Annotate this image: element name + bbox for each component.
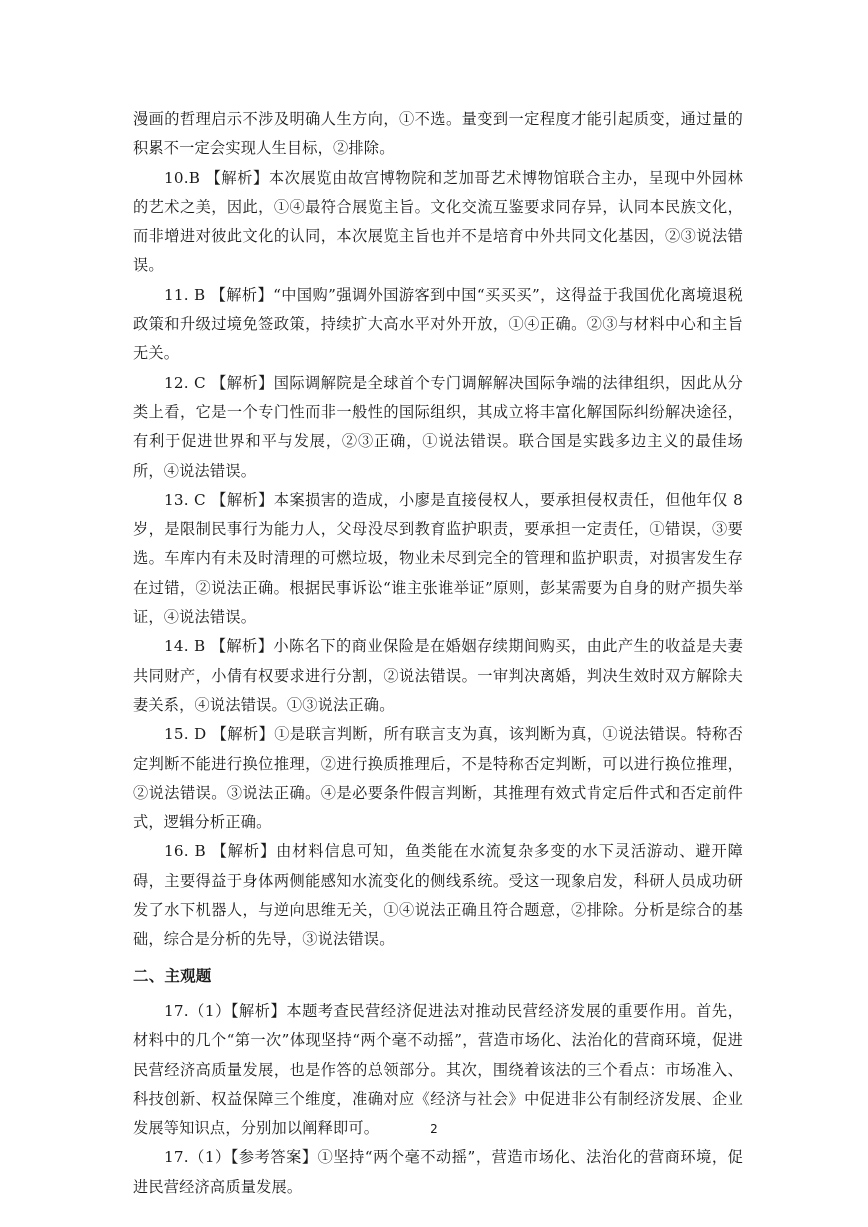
answer-15: 15. D 【解析】①是联言判断，所有联言支为真，该判断为真，①说法错误。特称否定判断不能进行换位推理，②进行换质推理后，不是特称否定判断，可以进行换位推理，②说法错误。③说法正确。④是必要条件假言判断，其推理有效式肯定后件式和否定前件式，逻辑分析正确。 bbox=[133, 725, 743, 832]
answer-11: 11. B 【解析】“中国购”强调外国游客到中国“买买买”，这得益于我国优化离境退税政策和升级过境免签政策，持续扩大高水平对外开放，①④正确。②③与材料中心和主旨无关。 bbox=[133, 285, 743, 363]
answer-14: 14. B 【解析】小陈名下的商业保险是在婚姻存续期间购买，由此产生的收益是夫妻共同财产，小倩有权要求进行分割，②说法错误。一审判决离婚，判决生效时双方解除夫妻关系，④说法错误。①③说法正确。 bbox=[133, 637, 743, 714]
document-body bbox=[133, 105, 743, 1202]
answer-13: 13. C 【解析】本案损害的造成，小廖是直接侵权人，要承担侵权责任，但他年仅 8 岁，是限制民事行为能力人，父母没尽到教育监护职责，要承担一定责任，①错误，③要选。车库内有未及时清理的可燃垃圾，物业未尽到完全的管理和监护职责，对损害发生存在过错，②说法正确。根据民事诉讼“谁主张谁举证”原则，彭某需要为自身的财产损失举证，④说法错误。 bbox=[133, 490, 743, 627]
page-number: 2 bbox=[430, 1122, 438, 1136]
answer-16: 16. B 【解析】由材料信息可知，鱼类能在水流复杂多变的水下灵活游动、避开障碍，主要得益于身体两侧能感知水流变化的侧线系统。受这一现象启发，科研人员成功研发了水下机器人，与逆向思维无关，①④说法正确且符合题意，②排除。分析是综合的基础，综合是分析的先导，③说法错误。 bbox=[133, 842, 743, 949]
answer-17-reference: 17.（1）【参考答案】①坚持“两个毫不动摇”，营造市场化、法治化的营商环境，促进民营经济高质量发展。 bbox=[133, 1148, 743, 1196]
paragraph-continuation: 漫画的哲理启示不涉及明确人生方向，①不选。量变到一定程度才能引起质变，通过量的积累不一定会实现人生目标，②排除。 bbox=[133, 110, 743, 158]
answer-17-analysis: 17.（1）【解析】本题考查民营经济促进法对推动民营经济发展的重要作用。首先，材料中的几个“第一次”体现坚持“两个毫不动摇”，营造市场化、法治化的营商环境，促进民营经济高质量发展，也是作答的总领部分。其次，围绕着该法的三个看点：市场准入、科技创新、权益保障三个维度，准确对应《经济与社会》中促进非公有制经济发展、企业发展等知识点，分别加以阐释即可。 bbox=[133, 1001, 743, 1138]
answer-12: 12. C 【解析】国际调解院是全球首个专门调解解决国际争端的法律组织，因此从分类上看，它是一个专门性而非一般性的国际组织，其成立将丰富化解国际纠纷解决途径，有利于促进世界和平与发展，②③正确，①说法错误。联合国是实践多边主义的最佳场所，④说法错误。 bbox=[133, 373, 743, 480]
section-heading: 二、主观题 bbox=[133, 966, 212, 985]
answer-10: 10.B 【解析】本次展览由故宫博物院和芝加哥艺术博物馆联合主办，呈现中外园林的艺术之美，因此，①④最符合展览主旨。文化交流互鉴要求同存异，认同本民族文化，而非增进对彼此文化的认同，本次展览主旨也并不是培育中外共同文化基因，②③说法错误。 bbox=[133, 168, 743, 275]
